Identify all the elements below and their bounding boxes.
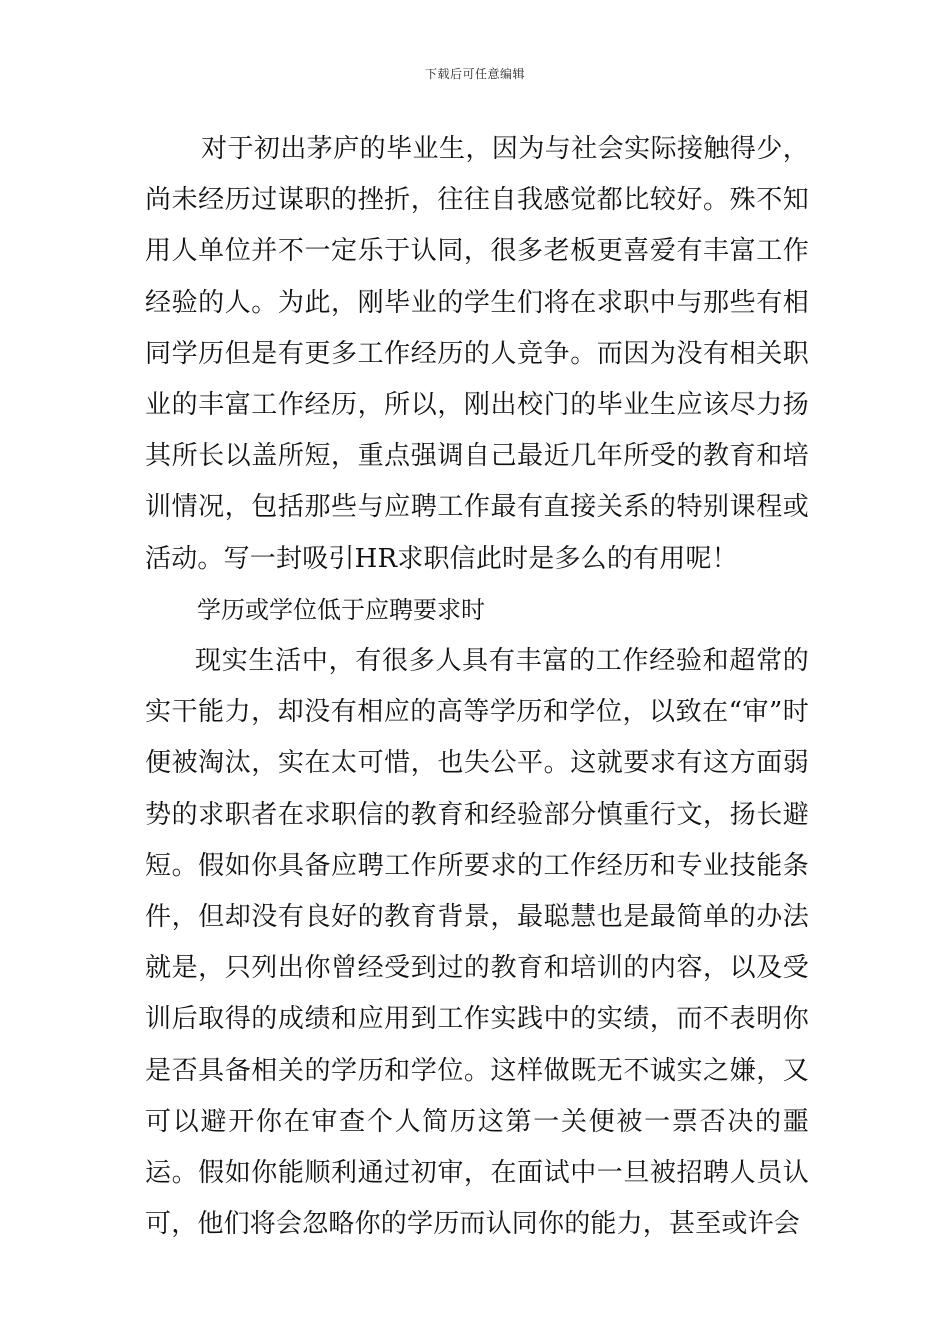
body-paragraph-education: 现实生活中，有很多人具有丰富的工作经验和超常的实干能力，却没有相应的高等学历和学位，以致在“审”时便被淘汰，实在太可惜，也失公平。这就要求有这方面弱势的求职者在求职信的教育和经验部分慎重行文，扬长避短。假如你具备应聘工作所要求的工作经历和专业技能条件，但却没有良好的教育背景，最聪慧也是最简单的办法就是，只列出你曾经受到过的教育和培训的内容，以及受训后取得的成绩和应用到工作实践中的实绩，而不表明你是否具备相关的学历和学位。这样做既无不诚实之嫌，又可以避开你在审查个人简历这第一关便被一票否决的噩运。假如你能顺利通过初审，在面试中一旦被招聘人员认可，他们将会忽略你的学历而认同你的能力，甚至或许会 bbox=[145, 646, 809, 1240]
page-header: 下载后可任意编辑 bbox=[424, 67, 525, 81]
document-body bbox=[145, 124, 809, 1250]
body-paragraph-graduates: 对于初出茅庐的毕业生，因为与社会实际接触得少，尚未经历过谋职的挫折，往往自我感觉都比较好。殊不知用人单位并不一定乐于认同，很多老板更喜爱有丰富工作经验的人。为此，刚毕业的学生们将在求职中与那些有相同学历但是有更多工作经历的人竞争。而因为没有相关职业的丰富工作经历，所以，刚出校门的毕业生应该尽力扬其所长以盖所短，重点强调自己最近几年所受的教育和培训情况，包括那些与应聘工作最有直接关系的特别课程或活动。写一封吸引HR求职信此时是多么的有用呢！ bbox=[145, 134, 809, 574]
section-heading-education: 学历或学位低于应聘要求时 bbox=[197, 595, 485, 624]
